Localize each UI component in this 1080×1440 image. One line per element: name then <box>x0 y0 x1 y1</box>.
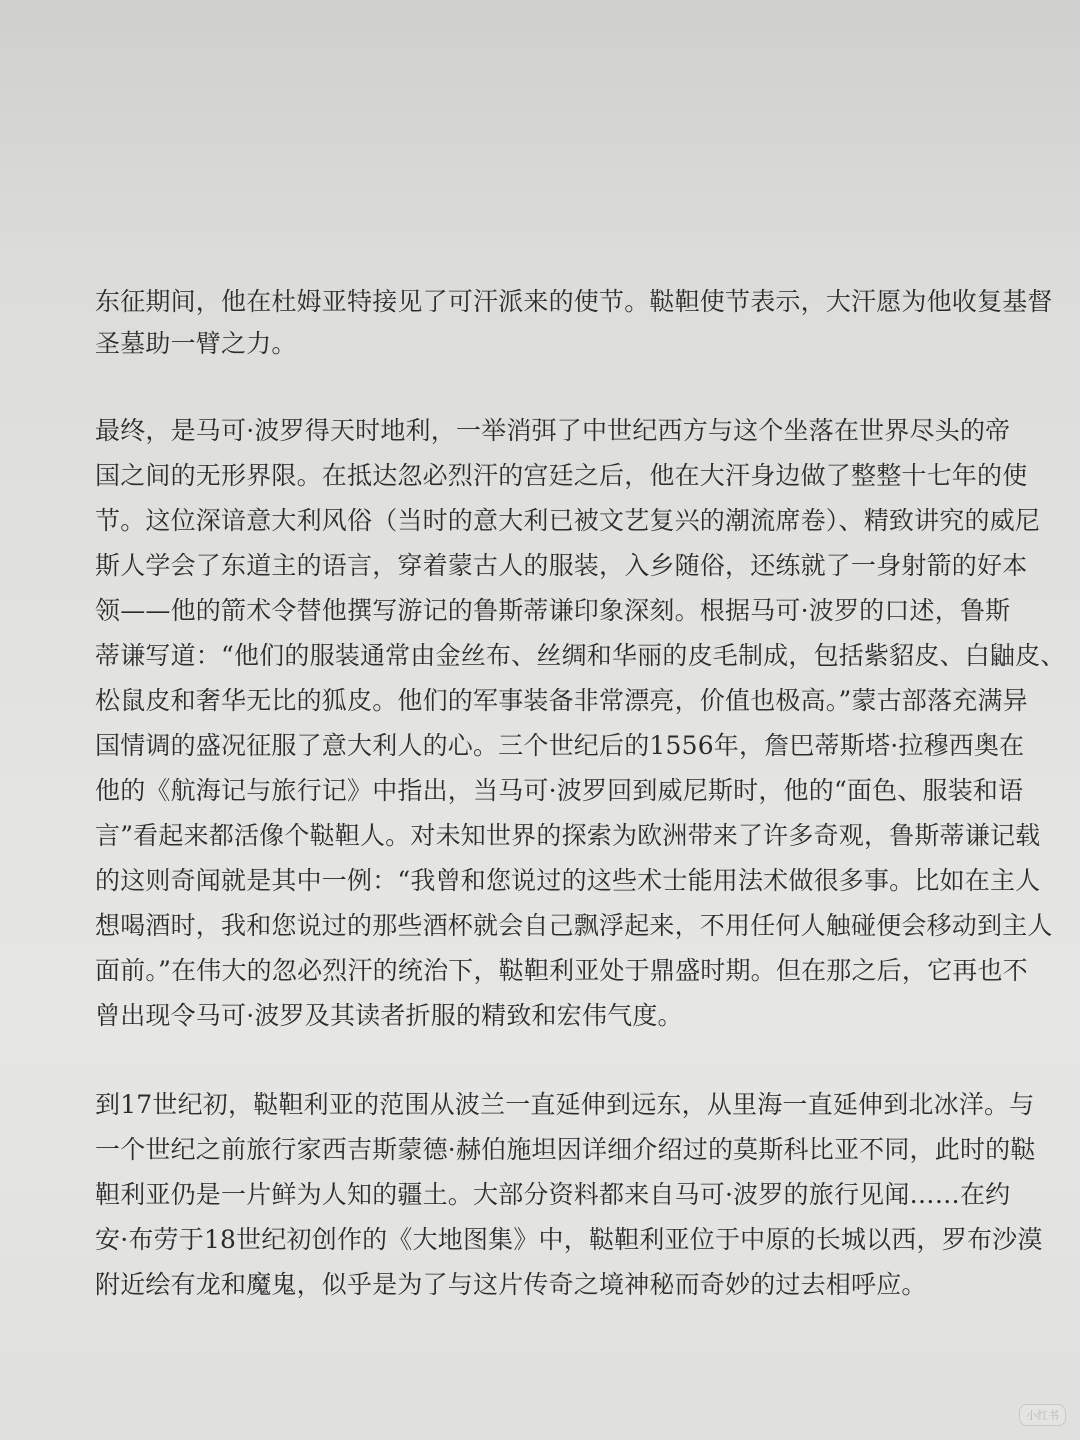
text-line: 的这则奇闻就是其中一例：“我曾和您说过的这些术士能用法术做很多事。比如在主人 <box>95 866 1041 895</box>
text-line: 松鼠皮和奢华无比的狐皮。他们的军事装备非常漂亮，价值也极高。”蒙古部落充满异 <box>95 686 1028 715</box>
text-line: 蒂谦写道：“他们的服装通常由金丝布、丝绸和华丽的皮毛制成，包括紫貂皮、白鼬皮、 <box>95 641 1066 670</box>
paragraph-2 <box>95 416 1066 1056</box>
text-line: 想喝酒时，我和您说过的那些酒杯就会自己飘浮起来，不用任何人触碰便会移动到主人 <box>95 911 1053 940</box>
text-line: 曾出现令马可·波罗及其读者折服的精致和宏伟气度。 <box>95 1001 683 1030</box>
paragraph-1 <box>95 287 1053 367</box>
text-line: 领——他的箭术令替他撰写游记的鲁斯蒂谦印象深刻。根据马可·波罗的口述，鲁斯 <box>95 596 1011 625</box>
text-line: 附近绘有龙和魔鬼，似乎是为了与这片传奇之境神秘而奇妙的过去相呼应。 <box>95 1270 927 1299</box>
text-line: 国之间的无形界限。在抵达忽必烈汗的宫廷之后，他在大汗身边做了整整十七年的使 <box>95 461 1028 490</box>
text-line: 到17世纪初，鞑靼利亚的范围从波兰一直延伸到远东，从里海一直延伸到北冰洋。与 <box>95 1090 1035 1119</box>
text-line: 他的《航海记与旅行记》中指出，当马可·波罗回到威尼斯时，他的“面色、服装和语 <box>95 776 1024 805</box>
text-line: 东征期间，他在杜姆亚特接见了可汗派来的使节。鞑靼使节表示，大汗愿为他收复基督 <box>95 287 1053 316</box>
watermark-logo: 小红书 <box>1019 1404 1066 1426</box>
text-line: 节。这位深谙意大利风俗（当时的意大利已被文艺复兴的潮流席卷）、精致讲究的威尼 <box>95 506 1041 535</box>
paragraph-3 <box>95 1090 1043 1330</box>
text-line: 国情调的盛况征服了意大利人的心。三个世纪后的1556年，詹巴蒂斯塔·拉穆西奥在 <box>95 731 1025 760</box>
text-line: 安·布劳于18世纪初创作的《大地图集》中，鞑靼利亚位于中原的长城以西，罗布沙漠 <box>95 1225 1043 1254</box>
text-line: 圣墓助一臂之力。 <box>95 329 297 358</box>
text-line: 最终，是马可·波罗得天时地利，一举消弭了中世纪西方与这个坐落在世界尽头的帝 <box>95 416 1011 445</box>
text-line: 一个世纪之前旅行家西吉斯蒙德·赫伯施坦因详细介绍过的莫斯科比亚不同，此时的鞑 <box>95 1135 1036 1164</box>
text-line: 靼利亚仍是一片鲜为人知的疆土。大部分资料都来自马可·波罗的旅行见闻……在约 <box>95 1180 1011 1209</box>
text-line: 言”看起来都活像个鞑靼人。对未知世界的探索为欧洲带来了许多奇观，鲁斯蒂谦记载 <box>95 821 1041 850</box>
text-line: 面前。”在伟大的忽必烈汗的统治下，鞑靼利亚处于鼎盛时期。但在那之后，它再也不 <box>95 956 1028 985</box>
text-line: 斯人学会了东道主的语言，穿着蒙古人的服装，入乡随俗，还练就了一身射箭的好本 <box>95 551 1028 580</box>
